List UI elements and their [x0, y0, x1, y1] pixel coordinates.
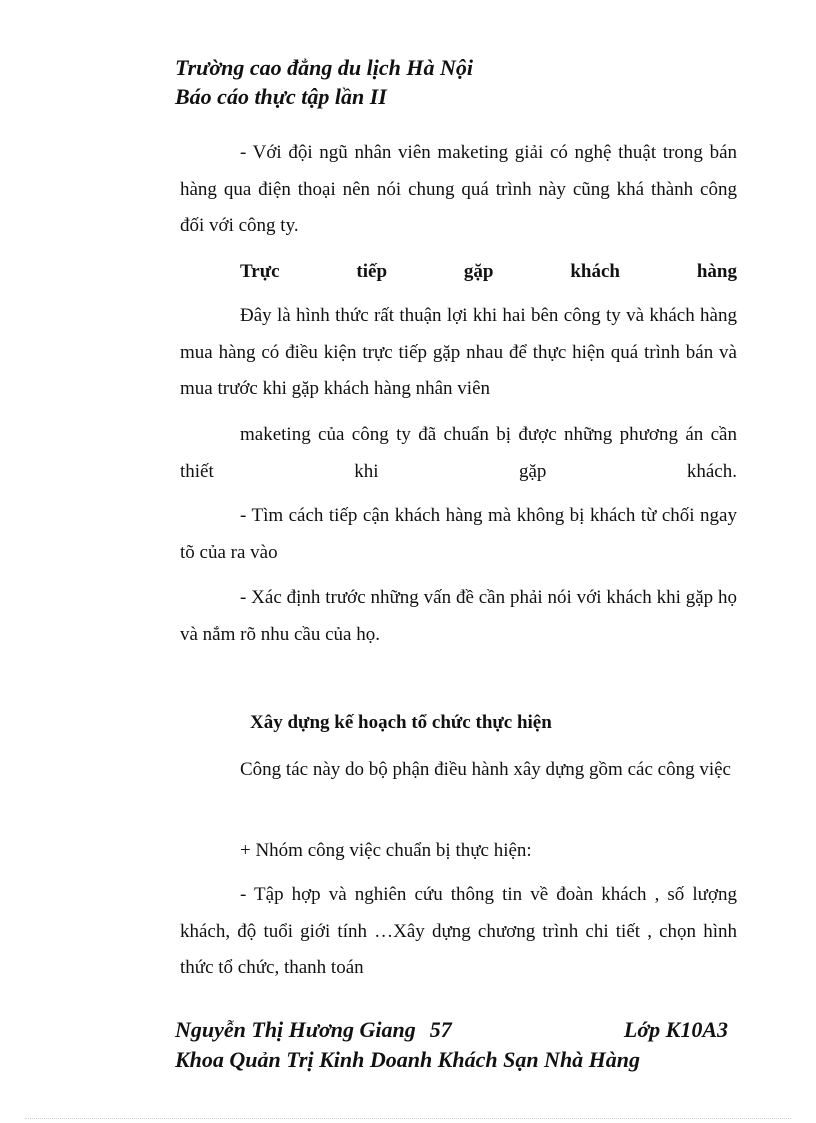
paragraph-marketing-prep: maketing của công ty đã chuẩn bị được những phương án cần thiết khi gặp khách. — [180, 424, 737, 482]
paragraph-approach: - Tìm cách tiếp cận khách hàng mà không bị khách từ chối ngay tõ của ra vào — [180, 505, 737, 563]
school-name: Trường cao đẳng du lịch Hà Nội — [175, 55, 473, 80]
page-number: 57 — [429, 1017, 452, 1042]
class-label: Lớp K10A3 — [623, 1017, 728, 1042]
paragraph-define-issues: - Xác định trước những vấn đề cần phải nói với khách khi gặp họ và nắm rõ nhu cầu của họ. — [180, 587, 737, 645]
paragraph-planning-intro: Công tác này do bộ phận điều hành xây dựng gồm các công việc — [240, 759, 731, 780]
page-footer — [175, 1015, 755, 1075]
faculty-name: Khoa Quản Trị Kinh Doanh Khách Sạn Nhà Hàng — [175, 1047, 641, 1072]
paragraph-prep-group: + Nhóm công việc chuẩn bị thực hiện: — [240, 840, 532, 861]
section-heading-planning: Xây dựng kế hoạch tổ chức thực hiện — [250, 712, 552, 733]
report-title: Báo cáo thực tập lần II — [175, 84, 387, 109]
paragraph-collect-info: - Tập hợp và nghiên cứu thông tin về đoàn khách , số lượng khách, độ tuổi giới tính …Xây dựng chương trình chi tiết , chọn hình thức tổ chức, thanh toán — [180, 884, 737, 978]
page-bottom-divider — [25, 1118, 791, 1119]
paragraph-telesales: - Với đội ngũ nhân viên maketing giải có nghệ thuật trong bán hàng qua điện thoại nên nói chung quá trình này cũng khá thành công đối với công ty. — [180, 142, 737, 236]
author-name: Nguyễn Thị Hương Giang — [175, 1017, 416, 1042]
paragraph-direct-meeting: Đây là hình thức rất thuận lợi khi hai bên công ty và khách hàng mua hàng có điều kiện trực tiếp gặp nhau để thực hiện quá trình bán và mua trước khi gặp khách hàng nhân viên — [180, 305, 737, 399]
section-heading-direct-meeting: Trực tiếp gặp khách hàng — [240, 261, 737, 282]
